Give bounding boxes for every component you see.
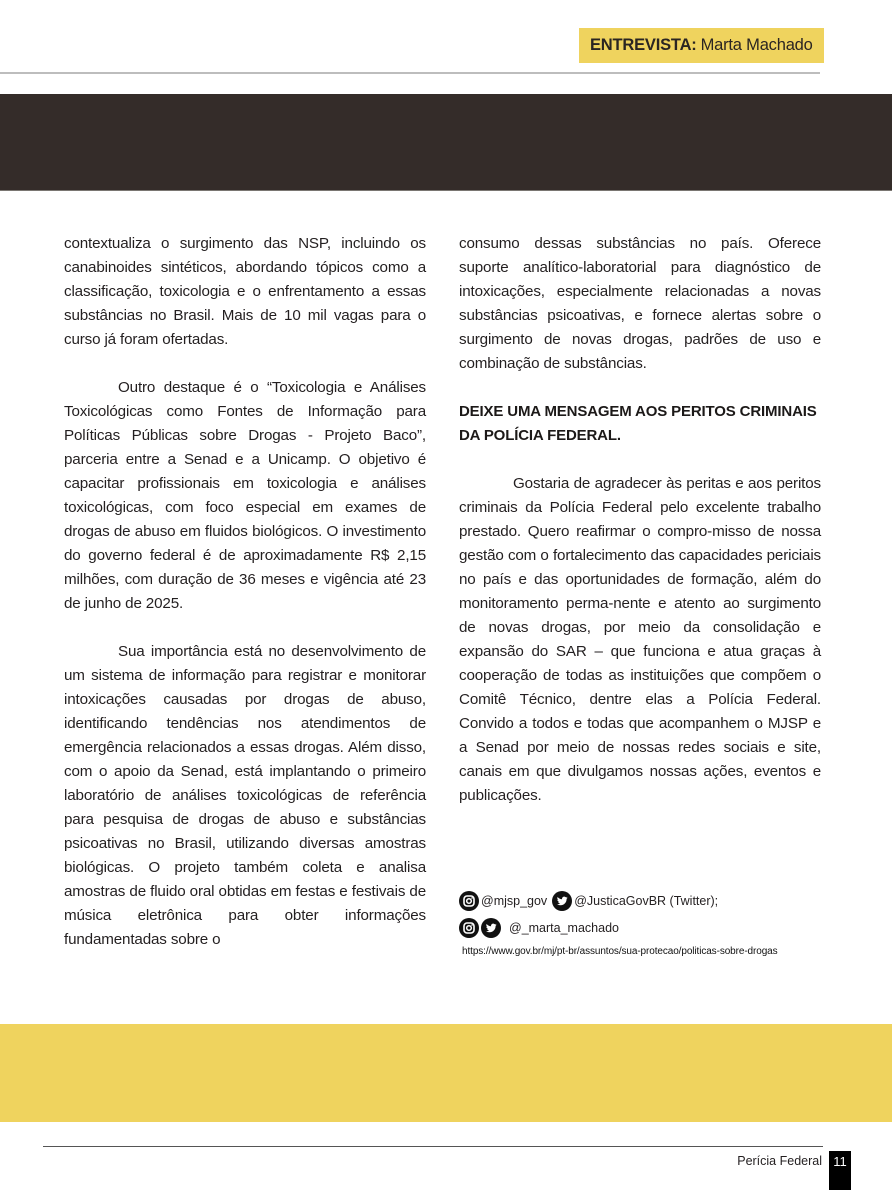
interview-answer: Gostaria de agradecer às peritas e aos peritos criminais da Polícia Federal pelo excelente trabalho prestado. Quero reafirmar o compro-misso de nossa gestão com o fortalecimento das capacidades periciais no país e das oportunidades de formação, além do monitoramento perma-nente e atento ao surgimento de novas drogas, por meio da consolidação e expansão do SAR – que funciona e atua graças à cooperação de todas as instituições que compõem o Comitê Técnico, dentre elas a Polícia Federal. Convido a todos e todas que acompanhem o MJSP e a Senad por meio de nossas redes sociais e site, canais em que divulgamos nossas ações, eventos e publicações.: [459, 475, 821, 804]
paragraph: contextualiza o surgimento das NSP, incluindo os canabinoides sintéticos, abordando tópicos como a classificação, toxicologia e o enfrentamento a essas substâncias no Brasil. Mais de 10 mil vagas para o curso já foram ofertadas.: [64, 235, 426, 348]
instagram-handle[interactable]: @mjsp_gov: [481, 894, 548, 908]
personal-handle[interactable]: @_marta_machado: [509, 921, 619, 935]
twitter-icon[interactable]: [481, 918, 501, 938]
interviewee-name: Marta Machado: [700, 36, 813, 54]
paragraph: consumo dessas substâncias no país. Oferece suporte analítico-laboratorial para diagnóstico de intoxicações, especialmente relacionadas a novas substâncias psicoativas, e fornece alertas sobre o surgimento de novas drogas, padrões de uso e combinação de substâncias.: [459, 235, 821, 372]
social-links: [459, 889, 829, 957]
paragraph: Outro destaque é o “Toxicologia e Análises Toxicológicas como Fontes de Informação para Políticas Públicas sobre Drogas - Projeto Baco”, parceria entre a Senad e a Unicamp. O objetivo é capacitar profissionais em toxicologia e análises toxicológicas, com foco especial em exames de drogas de abuso em fluidos biológicos. O investimento do governo federal é de aproximadamente R$ 2,15 milhões, com duração de 36 meses e vigência até 23 de junho de 2025.: [64, 379, 426, 612]
section-kicker: ENTREVISTA:: [590, 36, 697, 54]
social-row-ministry: [459, 889, 829, 913]
page-number: 11: [829, 1151, 851, 1190]
dark-banner: [0, 94, 892, 191]
yellow-banner: [0, 1024, 892, 1122]
footer-divider: [43, 1146, 823, 1147]
right-column: [459, 232, 821, 832]
section-header-tag: [579, 28, 824, 63]
website-link[interactable]: https://www.gov.br/mj/pt-br/assuntos/sua-protecao/politicas-sobre-drogas: [462, 946, 778, 957]
instagram-icon[interactable]: [459, 918, 479, 938]
social-row-personal: [459, 916, 829, 940]
left-column: [64, 232, 426, 976]
instagram-icon[interactable]: [459, 891, 479, 911]
header-divider: [0, 72, 820, 74]
publication-title: Perícia Federal: [737, 1154, 822, 1168]
paragraph: Sua importância está no desenvolvimento de um sistema de informação para registrar e monitorar intoxicações causadas por drogas de abuso, identificando tendências nos atendimentos de emergência relacionados a essas drogas. Além disso, com o apoio da Senad, está implantando o primeiro laboratório de análises toxicológicas de referência para pesquisa de drogas de abuso e substâncias psicoativas no Brasil, utilizando diversas amostras biológicas. O projeto também coleta e analisa amostras de fluido oral obtidas em festas e festivais de música eletrônica para obter informações fundamentadas sobre o: [64, 643, 426, 948]
twitter-handle[interactable]: @JusticaGovBR (Twitter);: [574, 894, 719, 908]
twitter-icon[interactable]: [552, 891, 572, 911]
interview-question: DEIXE UMA MENSAGEM AOS PERITOS CRIMINAIS DA POLÍCIA FEDERAL.: [459, 403, 817, 444]
